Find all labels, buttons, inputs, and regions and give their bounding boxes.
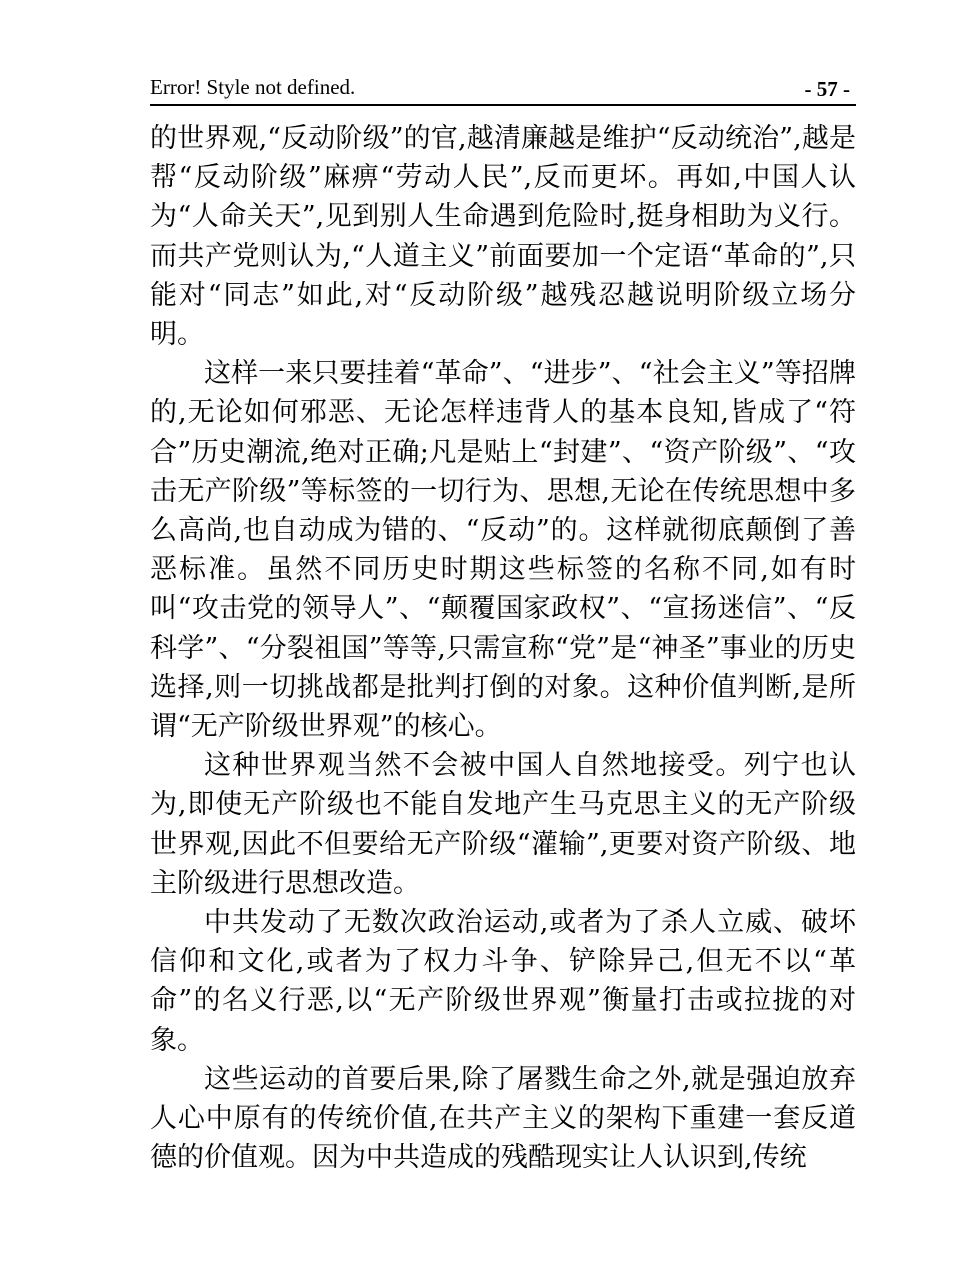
paragraph: 这些运动的首要后果,除了屠戮生命之外,就是强迫放弃人心中原有的传统价值,在共产主义的架构下重建一套反道德的价值观。因为中共造成的残酷现实让人认识到,传统 (150, 1063, 856, 1174)
page-header (150, 74, 856, 106)
page-number: - 57 - (804, 77, 850, 101)
paragraph: 中共发动了无数次政治运动,或者为了杀人立威、破坏信仰和文化,或者为了权力斗争、铲除异己,但无不以“革命”的名义行恶,以“无产阶级世界观”衡量打击或拉拢的对象。 (150, 907, 856, 1056)
paragraph: 这样一来只要挂着“革命”、“进步”、“社会主义”等招牌的,无论如何邪恶、无论怎样违背人的基本良知,皆成了“符合”历史潮流,绝对正确;凡是贴上“封建”、“资产阶级”、“攻击无产阶级”等标签的一切行为、思想,无论在传统思想中多么高尚,也自动成为错的、“反动”的。这样就彻底颠倒了善恶标准。虽然不同历史时期这些标签的名称不同,如有时叫“攻击党的领导人”、“颠覆国家政权”、“宣扬迷信”、“反科学”、“分裂祖国”等等,只需宣称“党”是“神圣”事业的历史选择,则一切挑战都是批判打倒的对象。这种价值判断,是所谓“无产阶级世界观”的核心。 (150, 358, 856, 743)
running-header-title: Error! Style not defined. (150, 75, 356, 99)
body-text (150, 119, 856, 1177)
paragraph: 的世界观,“反动阶级”的官,越清廉越是维护“反动统治”,越是帮“反动阶级”麻痹“劳动人民”,反而更坏。再如,中国人认为“人命关天”,见到别人生命遇到危险时,挺身相助为义行。而共产党则认为,“人道主义”前面要加一个定语“革命的”,只能对“同志”如此,对“反动阶级”越残忍越说明阶级立场分明。 (150, 123, 856, 351)
paragraph: 这种世界观当然不会被中国人自然地接受。列宁也认为,即使无产阶级也不能自发地产生马克思主义的无产阶级世界观,因此不但要给无产阶级“灌输”,更要对资产阶级、地主阶级进行思想改造。 (150, 750, 856, 899)
